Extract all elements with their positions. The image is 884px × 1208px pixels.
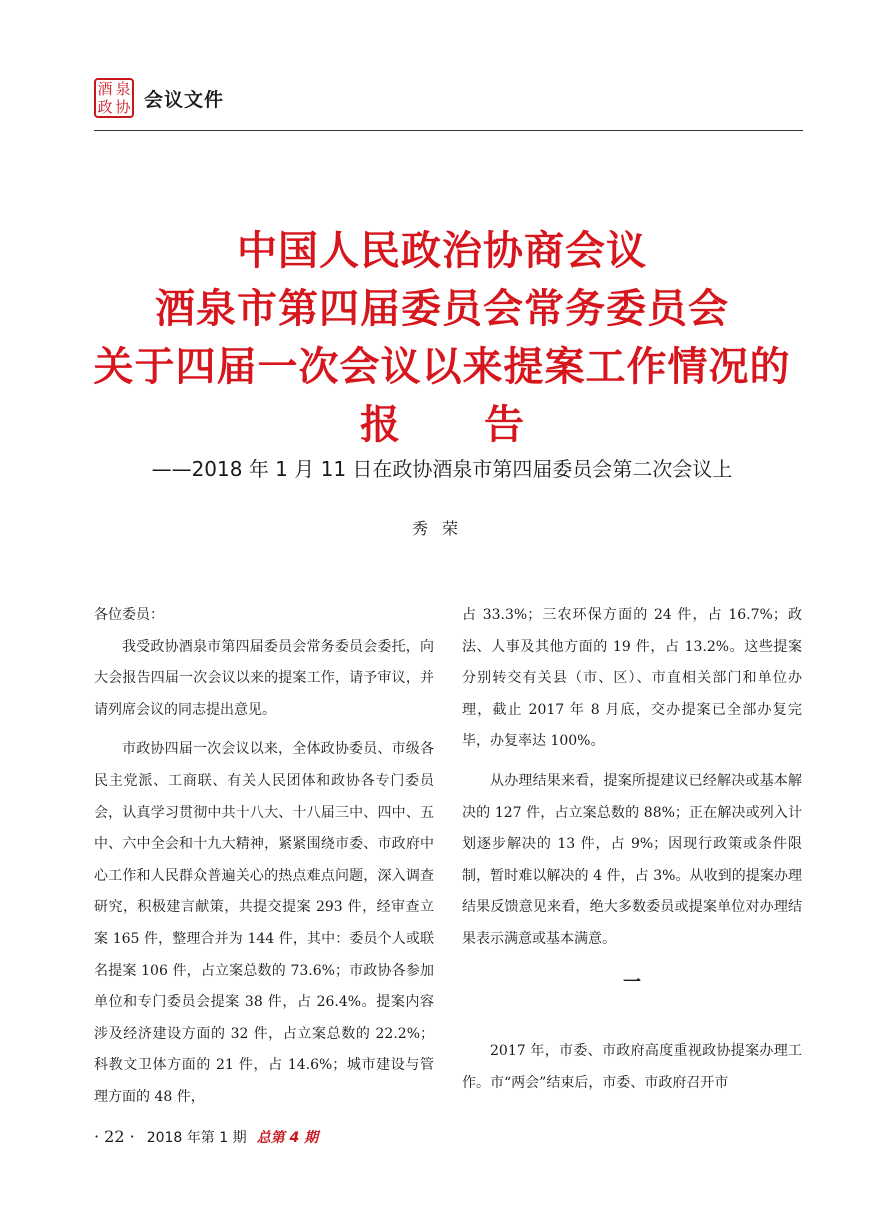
section-name: 会议文件: [144, 88, 225, 111]
title-line-2: 酒泉市第四届委员会常务委员会: [155, 285, 729, 332]
paragraph: 2017 年，市委、市政府高度重视政协提案办理工作。市“两会”结束后，市委、市政府召开市: [462, 1043, 802, 1091]
title-line-3: 关于四届一次会议以来提案工作情况的: [93, 343, 791, 390]
title-line-1: 中国人民政治协商会议: [237, 227, 647, 274]
body-right-column-continued: [462, 1036, 802, 1099]
body-left-column: [94, 600, 434, 1114]
paragraph: 占 33.3%；三农环保方面的 24 件，占 16.7%；政法、人事及其他方面的 19 件，占 13.2%。这些提案分别转交有关县（市、区）、市直相关部门和单位办理，截止 2017 年 8 月底，交办提案已全部办复完毕，办复率达 100%。: [462, 607, 802, 750]
cppcc-seal-logo: [94, 78, 134, 118]
header-divider: [94, 130, 803, 131]
document-subtitle: ——2018 年 1 月 11 日在政协酒泉市第四届委员会第二次会议上: [151, 457, 733, 481]
paragraph: 从办理结果来看，提案所提建议已经解决或基本解决的 127 件，占立案总数的 88%；正在解决或列入计划逐步解决的 13 件，占 9%；因现行政策或条件限制，暂时难以解决的 4 件，占 3%。从收到的提案办理结果反馈意见来看，绝大多数委员或提案单位对办理结果表示满意或基本满意。: [462, 772, 802, 947]
document-title: [60, 222, 824, 454]
paragraph: 市政协四届一次会议以来，全体政协委员、市级各民主党派、工商联、有关人民团体和政协各专门委员会，认真学习贯彻中共十八大、十八届三中、四中、五中、六中全会和十九大精神，紧紧围绕市委、市政府中心工作和人民群众普遍关心的热点难点问题，深入调查研究，积极建言献策，共提交提案 293 件，经审查立案 165 件，整理合并为 144 件，其中：委员个人或联名提案 106 件，占立案总数的 73.6%；市政协各参加单位和专门委员会提案 38 件，占 26.4%。提案内容涉及经济建设方面的 32 件，占立案总数的 22.2%；科教文卫体方面的 21 件，占 14.6%；城市建设与管理方面的 48 件，: [94, 741, 434, 1105]
section-number: 一: [623, 972, 641, 993]
salutation: 各位委员：: [94, 607, 164, 623]
issue-label: 2018 年第 1 期: [146, 1130, 247, 1146]
author-name: 秀荣: [411, 519, 472, 538]
seal-char: 泉: [115, 80, 131, 98]
page-number: · 22 ·: [94, 1127, 135, 1146]
page-footer: [94, 1127, 318, 1147]
paragraph: 我受政协酒泉市第四届委员会常务委员会委托，向大会报告四届一次会议以来的提案工作，请予审议，并请列席会议的同志提出意见。: [94, 638, 434, 718]
body-right-column: [462, 600, 802, 956]
seal-char: 政: [97, 98, 113, 116]
seal-char: 酒: [97, 80, 113, 98]
seal-char: 协: [115, 98, 131, 116]
title-line-4: 报告: [360, 401, 608, 448]
issue-total-label: 总第 4 期: [256, 1130, 319, 1146]
page-header: [94, 78, 224, 118]
